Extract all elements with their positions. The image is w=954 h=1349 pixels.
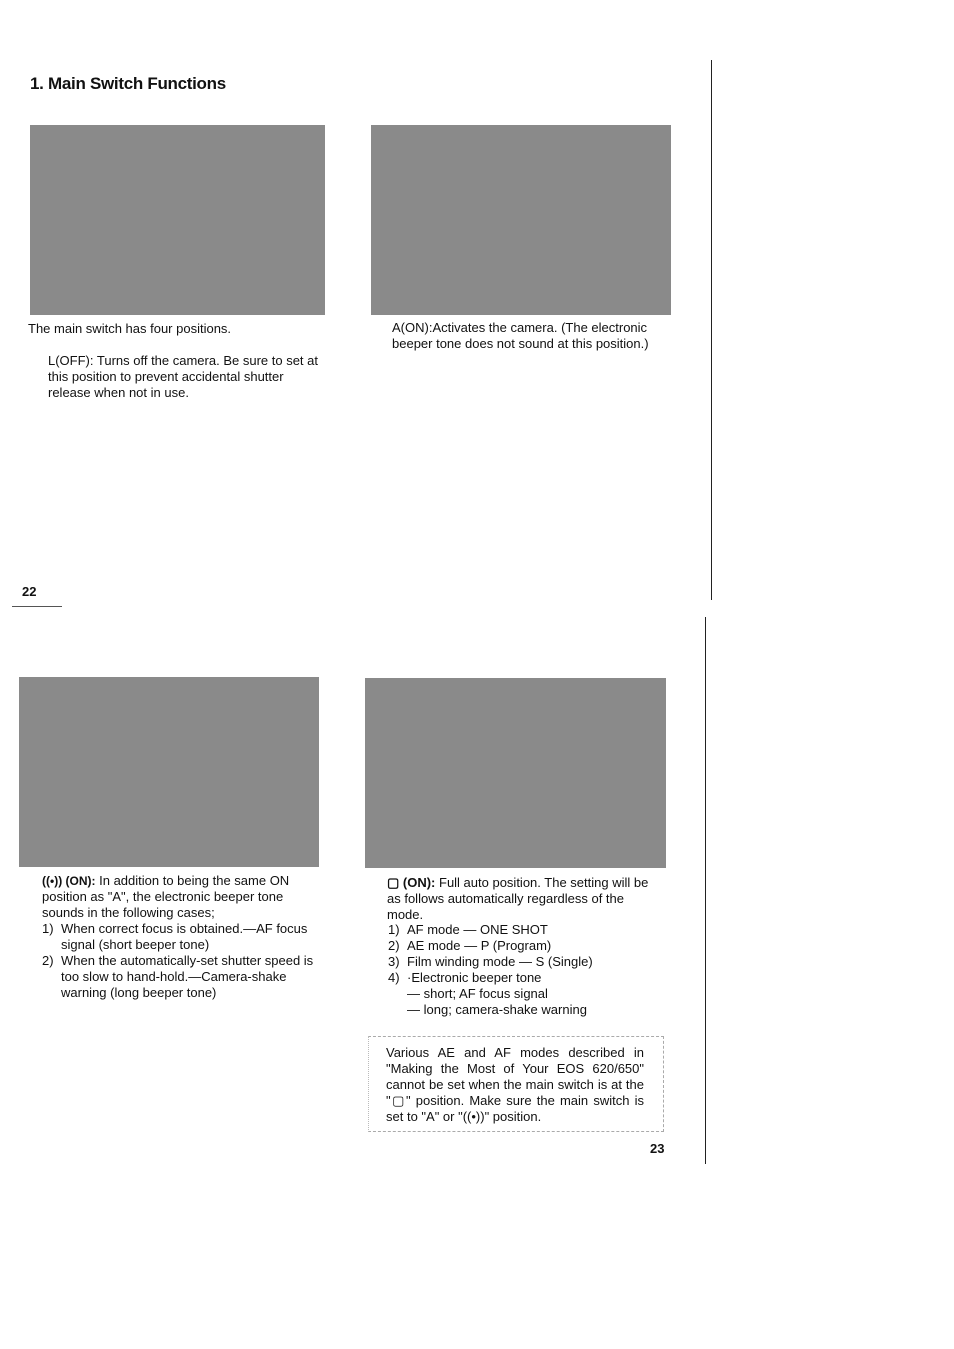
full-auto-list [388,922,664,1018]
list-item-text: When the automatically-set shutter speed is too slow to hand-hold.—Camera-shake warning (long beeper tone) [61,953,314,1000]
list-item-text: ·Electronic beeper tone [407,970,542,985]
aon-text: Activates the camera. (The electronic beeper tone does not sound at this position.) [392,320,649,351]
full-auto-text: Full auto position. The setting will be as follows automatically regardless of the mode. [387,875,649,922]
beep-on-description [42,873,320,921]
sub-list-item: — long; camera-shake warning [407,1002,587,1017]
sub-list-item: — short; AF focus signal [407,986,548,1001]
list-item-number: 3) [388,954,400,969]
loff-description [48,353,324,401]
list-item-number: 1) [42,921,54,936]
list-item [42,921,320,953]
page-divider-line [12,606,62,607]
list-item-number: 4) [388,970,400,985]
beep-on-label: ((•)) (ON): [42,874,96,888]
camera-photo-loff [30,125,325,315]
full-auto-label: ▢ (ON): [387,875,436,890]
list-item-text: When correct focus is obtained.—AF focus signal (short beeper tone) [61,921,308,952]
camera-photo-full-auto [365,678,666,868]
list-item [388,970,664,986]
page-edge-line-lower [705,617,706,1164]
aon-description [392,320,672,352]
loff-label: L(OFF): [48,353,94,368]
list-item [388,922,664,938]
page-number-22: 22 [22,584,37,599]
loff-text: Turns off the camera. Be sure to set at this position to prevent accidental shutter release when not in use. [48,353,318,400]
list-item [388,954,664,970]
page-edge-line-upper [711,60,712,600]
beep-on-list [42,921,320,1001]
list-item [42,953,320,1001]
page-number-23: 23 [650,1141,665,1156]
list-item [388,938,664,954]
list-item-text: AF mode — ONE SHOT [407,922,548,937]
list-item-text: Film winding mode — S (Single) [407,954,593,969]
note-text: Various AE and AF modes described in "Making the Most of Your EOS 620/650" cannot be set when the main switch is at the "▢" position. Make sure the main switch is set to "A" or "((•))" position. [386,1045,644,1124]
section-heading: 1. Main Switch Functions [30,74,226,93]
beep-on-text: In addition to being the same ON position as "A", the electronic beeper tone sounds in the following cases; [42,873,290,920]
list-item-number: 2) [42,953,54,968]
intro-text: The main switch has four positions. [28,321,232,336]
camera-photo-beep-on [19,677,319,867]
list-item-number: 2) [388,938,400,953]
aon-label: A(ON): [392,320,433,335]
list-item-number: 1) [388,922,400,937]
list-item-text: AE mode — P (Program) [407,938,552,953]
camera-photo-aon [371,125,671,315]
full-auto-description [387,875,663,923]
